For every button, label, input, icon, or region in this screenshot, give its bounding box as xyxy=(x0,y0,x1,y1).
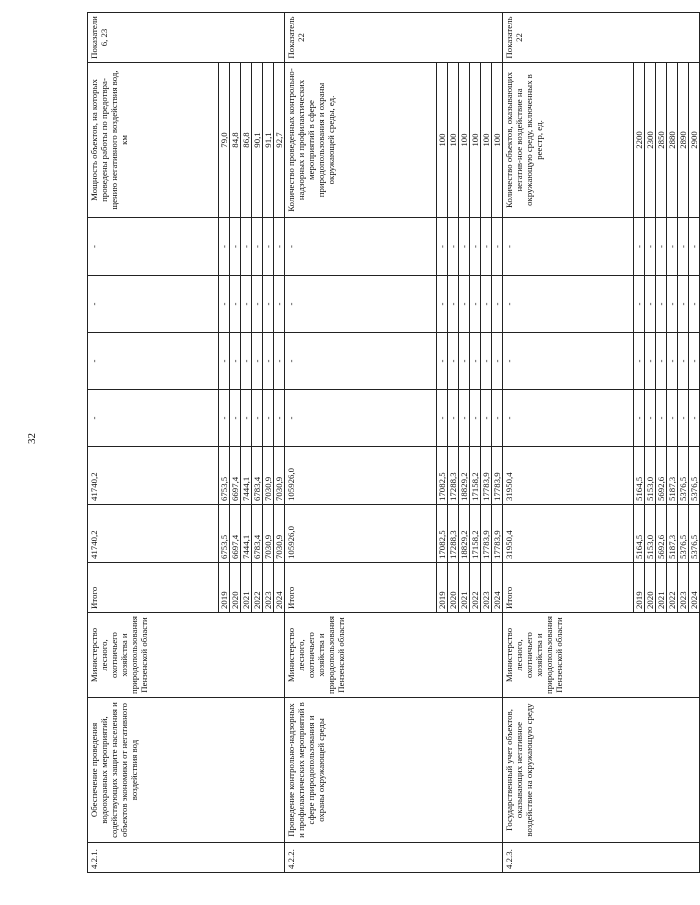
year-cell: 2021 xyxy=(459,563,470,613)
item-ministry: Министерство лесного, охотничьего хозяйства и природопользования Пензенской области xyxy=(285,613,503,698)
value-v6: - xyxy=(481,218,492,276)
value-v2: 5376,5 xyxy=(689,447,700,505)
value-v3: - xyxy=(437,390,448,447)
value-v3: - xyxy=(230,390,241,447)
value-v5: - xyxy=(219,276,230,333)
value-v1: 5376,5 xyxy=(678,505,689,563)
total-label: Итого xyxy=(88,563,219,613)
year-cell: 2022 xyxy=(470,563,481,613)
value-v4: - xyxy=(241,333,252,390)
total-v3: - xyxy=(88,390,219,447)
value-v1: 17158,2 xyxy=(470,505,481,563)
value-v1: 5376,5 xyxy=(689,505,700,563)
value-v2: 17783,9 xyxy=(492,447,503,505)
item-title: Проведение контрольно-надзорных и профилактических мероприятий в сфере природопользования и охраны окружающей среды xyxy=(285,698,503,843)
value-v4: - xyxy=(645,333,656,390)
value-v2: 6753,5 xyxy=(219,447,230,505)
value-v1: 7030,9 xyxy=(263,505,274,563)
total-v6: - xyxy=(88,218,219,276)
value-v4: - xyxy=(492,333,503,390)
value-v1: 18829,2 xyxy=(459,505,470,563)
value-v5: - xyxy=(448,276,459,333)
total-v1: 31950,4 xyxy=(503,505,634,563)
value-v6: - xyxy=(667,218,678,276)
value-v5: - xyxy=(481,276,492,333)
value-v2: 7030,9 xyxy=(274,447,285,505)
value-v6: - xyxy=(448,218,459,276)
value-v1: 5692,6 xyxy=(656,505,667,563)
item-number: 4.2.1. xyxy=(88,843,285,873)
indicator-value: 100 xyxy=(448,63,459,218)
item-title: Государственный учет объектов, оказывающих негативное воздействие на окружающую среду xyxy=(503,698,700,843)
value-v1: 6697,4 xyxy=(230,505,241,563)
value-v6: - xyxy=(470,218,481,276)
value-v3: - xyxy=(252,390,263,447)
item-number: 4.2.3. xyxy=(503,843,700,873)
indicator-value: 90,1 xyxy=(252,63,263,218)
value-v5: - xyxy=(656,276,667,333)
value-v5: - xyxy=(230,276,241,333)
indicator-value: 84,8 xyxy=(230,63,241,218)
value-v6: - xyxy=(437,218,448,276)
value-v3: - xyxy=(448,390,459,447)
value-v2: 6697,4 xyxy=(230,447,241,505)
program-table-sheet xyxy=(87,13,699,873)
item-ministry: Министерство лесного, охотничьего хозяйства и природопользования Пензенской области xyxy=(88,613,285,698)
value-v4: - xyxy=(459,333,470,390)
value-v4: - xyxy=(448,333,459,390)
year-cell: 2023 xyxy=(263,563,274,613)
year-cell: 2019 xyxy=(437,563,448,613)
value-v4: - xyxy=(252,333,263,390)
total-v3: - xyxy=(503,390,634,447)
value-v5: - xyxy=(274,276,285,333)
value-v2: 17158,2 xyxy=(470,447,481,505)
value-v3: - xyxy=(678,390,689,447)
page-number: 32 xyxy=(26,433,38,444)
value-v1: 5164,5 xyxy=(634,505,645,563)
year-cell: 2021 xyxy=(241,563,252,613)
value-v2: 17082,5 xyxy=(437,447,448,505)
value-v2: 5187,3 xyxy=(667,447,678,505)
value-v4: - xyxy=(230,333,241,390)
indicator-value: 2850 xyxy=(656,63,667,218)
value-v3: - xyxy=(459,390,470,447)
value-v6: - xyxy=(274,218,285,276)
value-v5: - xyxy=(645,276,656,333)
indicator-value: 2890 xyxy=(678,63,689,218)
value-v5: - xyxy=(459,276,470,333)
value-v3: - xyxy=(656,390,667,447)
year-cell: 2024 xyxy=(492,563,503,613)
year-cell: 2021 xyxy=(656,563,667,613)
value-v5: - xyxy=(437,276,448,333)
indicator-value: 91,1 xyxy=(263,63,274,218)
indicator-value: 2880 xyxy=(667,63,678,218)
item-title: Обеспечение проведения водоохранных мероприятий, содействующих защите населения и объектов экономики от негативного воздействия вод xyxy=(88,698,285,843)
indicator-value: 100 xyxy=(470,63,481,218)
value-v6: - xyxy=(689,218,700,276)
value-v6: - xyxy=(241,218,252,276)
value-v6: - xyxy=(263,218,274,276)
value-v4: - xyxy=(634,333,645,390)
value-v2: 17288,3 xyxy=(448,447,459,505)
value-v4: - xyxy=(263,333,274,390)
year-cell: 2023 xyxy=(678,563,689,613)
value-v4: - xyxy=(481,333,492,390)
indicator-value: 92,7 xyxy=(274,63,285,218)
value-v6: - xyxy=(219,218,230,276)
value-v3: - xyxy=(219,390,230,447)
value-v4: - xyxy=(274,333,285,390)
value-v3: - xyxy=(645,390,656,447)
value-v2: 6783,4 xyxy=(252,447,263,505)
value-v5: - xyxy=(634,276,645,333)
value-v2: 18829,2 xyxy=(459,447,470,505)
year-cell: 2022 xyxy=(252,563,263,613)
program-table xyxy=(87,12,700,873)
value-v5: - xyxy=(667,276,678,333)
total-v6: - xyxy=(285,218,437,276)
total-v2: 105926,0 xyxy=(285,447,437,505)
section-row xyxy=(88,13,219,873)
year-cell: 2019 xyxy=(634,563,645,613)
total-label: Итого xyxy=(503,563,634,613)
indicator-value: 100 xyxy=(481,63,492,218)
value-v2: 5692,6 xyxy=(656,447,667,505)
value-v6: - xyxy=(230,218,241,276)
value-v5: - xyxy=(241,276,252,333)
item-number: 4.2.2. xyxy=(285,843,503,873)
value-v5: - xyxy=(252,276,263,333)
value-v1: 5153,0 xyxy=(645,505,656,563)
value-v5: - xyxy=(492,276,503,333)
value-v1: 17288,3 xyxy=(448,505,459,563)
indicator-ref: Показатель 22 xyxy=(503,13,700,63)
value-v1: 7444,1 xyxy=(241,505,252,563)
value-v1: 6783,4 xyxy=(252,505,263,563)
indicator-value: 100 xyxy=(459,63,470,218)
indicator-value: 100 xyxy=(492,63,503,218)
total-v2: 31950,4 xyxy=(503,447,634,505)
value-v5: - xyxy=(678,276,689,333)
value-v6: - xyxy=(678,218,689,276)
value-v3: - xyxy=(634,390,645,447)
value-v4: - xyxy=(437,333,448,390)
value-v6: - xyxy=(634,218,645,276)
value-v1: 17082,5 xyxy=(437,505,448,563)
value-v3: - xyxy=(667,390,678,447)
value-v6: - xyxy=(492,218,503,276)
indicator-ref: Показатели 6, 23 xyxy=(88,13,285,63)
value-v1: 17783,9 xyxy=(481,505,492,563)
value-v3: - xyxy=(241,390,252,447)
value-v3: - xyxy=(470,390,481,447)
year-cell: 2020 xyxy=(230,563,241,613)
total-label: Итого xyxy=(285,563,437,613)
item-ministry: Министерство лесного, охотничьего хозяйства и природопользования Пензенской области xyxy=(503,613,700,698)
section-row xyxy=(285,13,437,873)
indicator-name: Количество объектов, оказывающих негатив-ное воздействие на окружающую среду, включенных в реестр, ед. xyxy=(503,63,634,218)
value-v6: - xyxy=(656,218,667,276)
year-cell: 2024 xyxy=(689,563,700,613)
indicator-value: 2300 xyxy=(645,63,656,218)
value-v2: 5153,0 xyxy=(645,447,656,505)
year-cell: 2024 xyxy=(274,563,285,613)
total-v6: - xyxy=(503,218,634,276)
total-v4: - xyxy=(285,333,437,390)
year-cell: 2022 xyxy=(667,563,678,613)
value-v3: - xyxy=(481,390,492,447)
indicator-name: Количество проведенных контрольно-надзорных и профилактических мероприятий в сфере природопользования и охраны окружающей среды, ед. xyxy=(285,63,437,218)
total-v4: - xyxy=(503,333,634,390)
total-v5: - xyxy=(88,276,219,333)
indicator-value: 86,8 xyxy=(241,63,252,218)
value-v1: 5187,3 xyxy=(667,505,678,563)
value-v1: 17783,9 xyxy=(492,505,503,563)
year-cell: 2019 xyxy=(219,563,230,613)
value-v3: - xyxy=(274,390,285,447)
value-v5: - xyxy=(263,276,274,333)
value-v4: - xyxy=(667,333,678,390)
total-v1: 41740,2 xyxy=(88,505,219,563)
total-v5: - xyxy=(503,276,634,333)
value-v6: - xyxy=(645,218,656,276)
value-v4: - xyxy=(656,333,667,390)
indicator-value: 2200 xyxy=(634,63,645,218)
total-v2: 41740,2 xyxy=(88,447,219,505)
value-v4: - xyxy=(219,333,230,390)
value-v5: - xyxy=(689,276,700,333)
total-v5: - xyxy=(285,276,437,333)
year-cell: 2020 xyxy=(645,563,656,613)
indicator-value: 79,0 xyxy=(219,63,230,218)
year-cell: 2023 xyxy=(481,563,492,613)
value-v3: - xyxy=(263,390,274,447)
indicator-value: 100 xyxy=(437,63,448,218)
total-v1: 105926,0 xyxy=(285,505,437,563)
section-row xyxy=(503,13,634,873)
value-v4: - xyxy=(470,333,481,390)
value-v3: - xyxy=(689,390,700,447)
total-v3: - xyxy=(285,390,437,447)
value-v5: - xyxy=(470,276,481,333)
total-v4: - xyxy=(88,333,219,390)
value-v3: - xyxy=(492,390,503,447)
value-v2: 17783,9 xyxy=(481,447,492,505)
value-v6: - xyxy=(252,218,263,276)
value-v4: - xyxy=(689,333,700,390)
value-v4: - xyxy=(678,333,689,390)
indicator-ref: Показатель 22 xyxy=(285,13,503,63)
value-v2: 5376,5 xyxy=(678,447,689,505)
value-v6: - xyxy=(459,218,470,276)
value-v2: 7444,1 xyxy=(241,447,252,505)
value-v1: 6753,5 xyxy=(219,505,230,563)
value-v1: 7030,9 xyxy=(274,505,285,563)
year-cell: 2020 xyxy=(448,563,459,613)
value-v2: 5164,5 xyxy=(634,447,645,505)
value-v2: 7030,9 xyxy=(263,447,274,505)
indicator-value: 2900 xyxy=(689,63,700,218)
indicator-name: Мощность объектов, на которых проведены работы по предотвра-щению негативного воздействия вод, км xyxy=(88,63,219,218)
